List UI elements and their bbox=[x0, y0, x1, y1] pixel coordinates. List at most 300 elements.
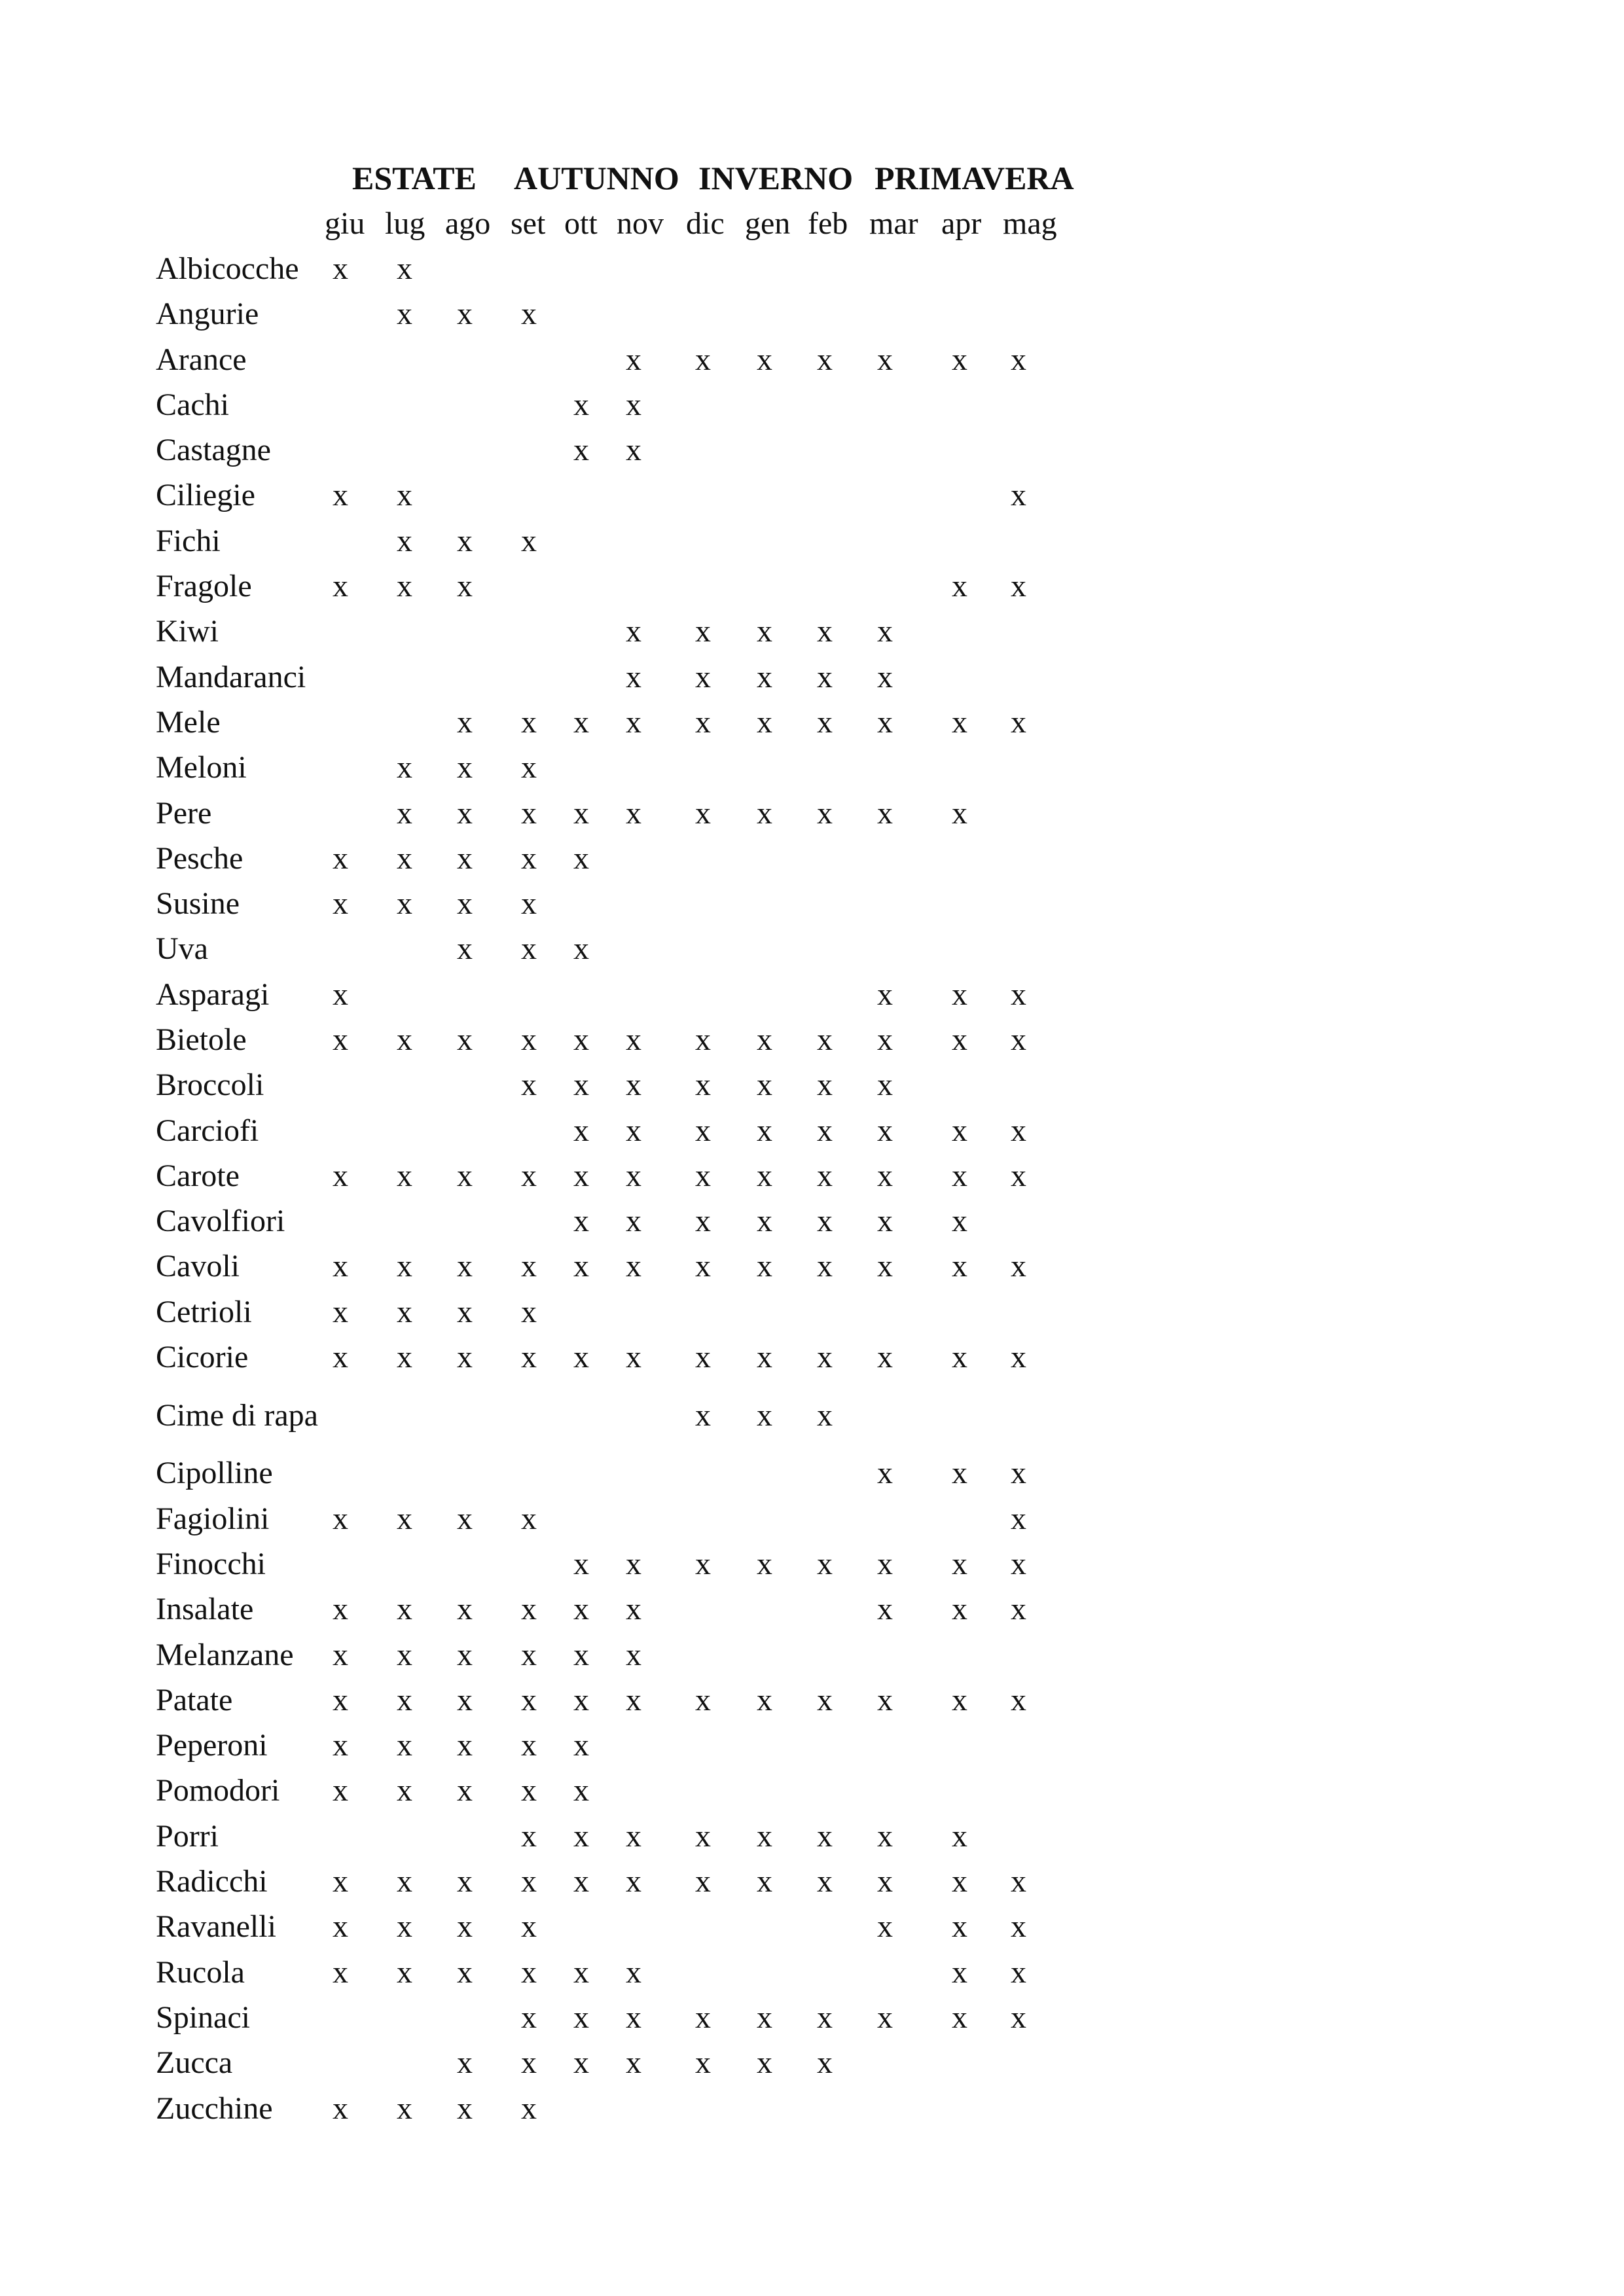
month-cell bbox=[686, 427, 745, 473]
month-cell bbox=[941, 1541, 1003, 1587]
month-cell bbox=[686, 1723, 745, 1768]
availability-mark: x bbox=[521, 1682, 537, 1717]
produce-name: Mele bbox=[156, 704, 221, 740]
month-cell bbox=[941, 700, 1003, 745]
month-cell bbox=[385, 1063, 445, 1108]
month-cell bbox=[617, 2041, 686, 2086]
month-cell bbox=[745, 745, 808, 791]
month-cell bbox=[617, 2086, 686, 2131]
month-cell bbox=[617, 1496, 686, 1541]
month-cell bbox=[941, 1859, 1003, 1904]
availability-mark: x bbox=[757, 614, 772, 649]
produce-name: Cetrioli bbox=[156, 1294, 252, 1329]
month-cell bbox=[1003, 427, 1068, 473]
month-cell bbox=[1003, 1199, 1068, 1244]
availability-mark: x bbox=[757, 1113, 772, 1148]
month-cell bbox=[617, 1017, 686, 1062]
month-cell bbox=[1003, 292, 1068, 337]
month-cell bbox=[745, 1814, 808, 1859]
month-cell bbox=[325, 1108, 385, 1153]
month-header: feb bbox=[808, 206, 848, 241]
month-cell bbox=[511, 1289, 564, 1335]
month-cell bbox=[325, 881, 385, 926]
availability-mark: x bbox=[573, 1067, 589, 1103]
month-cell bbox=[564, 1723, 617, 1768]
month-cell bbox=[745, 1632, 808, 1677]
table-row bbox=[156, 1905, 1068, 1950]
month-cell bbox=[808, 427, 869, 473]
month-cell bbox=[385, 2086, 445, 2131]
availability-mark: x bbox=[521, 704, 537, 740]
month-cell bbox=[564, 2041, 617, 2086]
month-cell bbox=[325, 1153, 385, 1198]
month-cell bbox=[511, 1541, 564, 1587]
availability-mark: x bbox=[626, 1637, 641, 1672]
month-cell bbox=[445, 1451, 511, 1496]
availability-mark: x bbox=[397, 1773, 412, 1808]
month-cell bbox=[869, 745, 941, 791]
month-cell bbox=[564, 1451, 617, 1496]
table-row bbox=[156, 1950, 1068, 1995]
availability-mark: x bbox=[573, 1954, 589, 1990]
availability-mark: x bbox=[695, 1249, 711, 1284]
availability-mark: x bbox=[695, 2045, 711, 2081]
availability-mark: x bbox=[817, 659, 833, 694]
month-cell bbox=[808, 927, 869, 972]
month-cell bbox=[445, 1632, 511, 1677]
availability-mark: x bbox=[626, 1113, 641, 1148]
month-cell bbox=[617, 518, 686, 564]
month-cell bbox=[325, 1496, 385, 1541]
availability-mark: x bbox=[817, 1682, 833, 1717]
month-cell bbox=[1003, 927, 1068, 972]
availability-mark: x bbox=[573, 1592, 589, 1627]
availability-mark: x bbox=[573, 840, 589, 876]
availability-mark: x bbox=[397, 569, 412, 604]
month-cell bbox=[745, 292, 808, 337]
month-cell bbox=[564, 1859, 617, 1904]
month-cell bbox=[869, 1768, 941, 1814]
availability-mark: x bbox=[333, 1637, 348, 1672]
month-cell bbox=[941, 1587, 1003, 1632]
month-cell bbox=[686, 745, 745, 791]
month-cell bbox=[745, 473, 808, 518]
month-cell bbox=[869, 292, 941, 337]
month-cell bbox=[1003, 1905, 1068, 1950]
availability-mark: x bbox=[817, 1158, 833, 1193]
availability-mark: x bbox=[952, 1204, 967, 1239]
month-cell bbox=[445, 745, 511, 791]
availability-mark: x bbox=[626, 387, 641, 422]
availability-mark: x bbox=[877, 795, 893, 831]
month-cell bbox=[445, 427, 511, 473]
month-cell bbox=[745, 246, 808, 291]
month-cell bbox=[564, 1108, 617, 1153]
month-cell bbox=[511, 564, 564, 609]
availability-mark: x bbox=[573, 1022, 589, 1057]
month-cell bbox=[385, 609, 445, 655]
month-cell bbox=[941, 1244, 1003, 1289]
availability-mark: x bbox=[333, 1340, 348, 1375]
availability-mark: x bbox=[333, 1864, 348, 1899]
availability-mark: x bbox=[573, 1204, 589, 1239]
month-header: apr bbox=[941, 206, 982, 241]
month-cell bbox=[564, 1496, 617, 1541]
month-cell bbox=[686, 1335, 745, 1380]
month-cell bbox=[686, 791, 745, 836]
availability-mark: x bbox=[757, 1818, 772, 1854]
month-cell bbox=[617, 1995, 686, 2040]
month-cell bbox=[745, 609, 808, 655]
month-cell bbox=[1003, 881, 1068, 926]
month-cell bbox=[511, 609, 564, 655]
produce-name: Cipolline bbox=[156, 1456, 273, 1491]
availability-mark: x bbox=[457, 1864, 473, 1899]
month-cell bbox=[941, 1108, 1003, 1153]
month-cell bbox=[511, 1587, 564, 1632]
availability-mark: x bbox=[757, 1546, 772, 1581]
table-row bbox=[156, 836, 1068, 881]
month-cell bbox=[511, 1153, 564, 1198]
month-cell bbox=[385, 1335, 445, 1380]
month-cell bbox=[617, 1380, 686, 1451]
availability-mark: x bbox=[397, 750, 412, 785]
availability-mark: x bbox=[573, 2000, 589, 2035]
month-header: set bbox=[511, 206, 546, 241]
availability-mark: x bbox=[521, 750, 537, 785]
month-cell bbox=[869, 1017, 941, 1062]
month-cell bbox=[385, 655, 445, 700]
availability-mark: x bbox=[333, 1592, 348, 1627]
month-cell bbox=[511, 1723, 564, 1768]
availability-mark: x bbox=[457, 1294, 473, 1329]
availability-mark: x bbox=[817, 1067, 833, 1103]
month-cell bbox=[808, 1541, 869, 1587]
month-cell bbox=[745, 1244, 808, 1289]
table-row bbox=[156, 609, 1068, 655]
month-cell bbox=[445, 1587, 511, 1632]
month-cell bbox=[745, 1108, 808, 1153]
month-header: giu bbox=[325, 206, 365, 241]
month-cell bbox=[941, 1153, 1003, 1198]
availability-mark: x bbox=[817, 1864, 833, 1899]
month-cell bbox=[617, 1153, 686, 1198]
availability-mark: x bbox=[333, 478, 348, 513]
availability-mark: x bbox=[817, 614, 833, 649]
availability-mark: x bbox=[877, 1909, 893, 1945]
month-cell bbox=[617, 1335, 686, 1380]
table-row bbox=[156, 1814, 1068, 1859]
month-cell bbox=[808, 1768, 869, 1814]
produce-calendar-table bbox=[156, 201, 1068, 2131]
month-cell bbox=[869, 1677, 941, 1723]
availability-mark: x bbox=[952, 704, 967, 740]
availability-mark: x bbox=[521, 1954, 537, 1990]
month-cell bbox=[385, 382, 445, 427]
month-cell bbox=[617, 609, 686, 655]
table-row bbox=[156, 246, 1068, 291]
availability-mark: x bbox=[457, 840, 473, 876]
availability-mark: x bbox=[877, 704, 893, 740]
month-cell bbox=[869, 1587, 941, 1632]
month-cell bbox=[941, 473, 1003, 518]
month-cell bbox=[808, 337, 869, 382]
month-cell bbox=[564, 1632, 617, 1677]
month-cell bbox=[686, 700, 745, 745]
month-cell bbox=[511, 427, 564, 473]
month-cell bbox=[1003, 655, 1068, 700]
availability-mark: x bbox=[877, 1067, 893, 1103]
month-cell bbox=[445, 972, 511, 1017]
month-cell bbox=[325, 1677, 385, 1723]
availability-mark: x bbox=[695, 1546, 711, 1581]
month-cell bbox=[511, 1768, 564, 1814]
month-cell bbox=[869, 655, 941, 700]
month-cell bbox=[511, 2041, 564, 2086]
availability-mark: x bbox=[817, 342, 833, 377]
month-cell bbox=[745, 1905, 808, 1950]
month-cell bbox=[564, 655, 617, 700]
month-cell bbox=[941, 382, 1003, 427]
month-cell bbox=[511, 1859, 564, 1904]
availability-mark: x bbox=[952, 795, 967, 831]
produce-name: Bietole bbox=[156, 1022, 247, 1057]
availability-mark: x bbox=[573, 387, 589, 422]
availability-mark: x bbox=[1011, 342, 1026, 377]
month-cell bbox=[869, 473, 941, 518]
availability-mark: x bbox=[573, 704, 589, 740]
month-cell bbox=[745, 1335, 808, 1380]
month-cell bbox=[445, 1814, 511, 1859]
month-cell bbox=[686, 1063, 745, 1108]
month-cell bbox=[941, 745, 1003, 791]
availability-mark: x bbox=[1011, 1456, 1026, 1491]
month-cell bbox=[686, 337, 745, 382]
availability-mark: x bbox=[457, 1728, 473, 1763]
availability-mark: x bbox=[817, 1113, 833, 1148]
produce-name: Fagiolini bbox=[156, 1501, 270, 1536]
table-row bbox=[156, 382, 1068, 427]
month-cell bbox=[325, 1950, 385, 1995]
availability-mark: x bbox=[695, 1864, 711, 1899]
month-cell bbox=[325, 1017, 385, 1062]
availability-mark: x bbox=[457, 1158, 473, 1193]
month-cell bbox=[511, 700, 564, 745]
availability-mark: x bbox=[1011, 1158, 1026, 1193]
month-cell bbox=[941, 1677, 1003, 1723]
season-header-row bbox=[0, 155, 1624, 201]
month-cell bbox=[564, 700, 617, 745]
table-row bbox=[156, 1451, 1068, 1496]
month-cell bbox=[1003, 1496, 1068, 1541]
month-cell bbox=[564, 791, 617, 836]
availability-mark: x bbox=[573, 1158, 589, 1193]
produce-name: Rucola bbox=[156, 1954, 245, 1990]
availability-mark: x bbox=[397, 1158, 412, 1193]
availability-mark: x bbox=[333, 569, 348, 604]
month-cell bbox=[325, 1289, 385, 1335]
table-row bbox=[156, 972, 1068, 1017]
availability-mark: x bbox=[952, 1909, 967, 1945]
month-cell bbox=[511, 1063, 564, 1108]
month-cell bbox=[808, 2086, 869, 2131]
month-cell bbox=[808, 1244, 869, 1289]
month-cell bbox=[511, 1814, 564, 1859]
month-cell bbox=[385, 1153, 445, 1198]
availability-mark: x bbox=[397, 1909, 412, 1945]
availability-mark: x bbox=[626, 795, 641, 831]
availability-mark: x bbox=[817, 1022, 833, 1057]
month-cell bbox=[686, 1587, 745, 1632]
month-cell bbox=[325, 1199, 385, 1244]
month-cell bbox=[745, 972, 808, 1017]
month-cell bbox=[325, 382, 385, 427]
month-cell bbox=[385, 1632, 445, 1677]
month-cell bbox=[385, 2041, 445, 2086]
month-cell bbox=[325, 1244, 385, 1289]
month-cell bbox=[941, 1017, 1003, 1062]
month-cell bbox=[869, 1723, 941, 1768]
month-header: nov bbox=[617, 206, 664, 241]
availability-mark: x bbox=[877, 2000, 893, 2035]
month-cell bbox=[385, 427, 445, 473]
month-cell bbox=[445, 1995, 511, 2040]
availability-mark: x bbox=[952, 2000, 967, 2035]
produce-name: Radicchi bbox=[156, 1864, 268, 1899]
month-cell bbox=[869, 881, 941, 926]
availability-mark: x bbox=[757, 1249, 772, 1284]
month-cell bbox=[445, 1108, 511, 1153]
month-cell bbox=[686, 518, 745, 564]
month-cell bbox=[941, 518, 1003, 564]
month-cell bbox=[564, 1063, 617, 1108]
availability-mark: x bbox=[757, 1067, 772, 1103]
month-cell bbox=[808, 1153, 869, 1198]
availability-mark: x bbox=[457, 1909, 473, 1945]
month-cell bbox=[808, 2041, 869, 2086]
month-cell bbox=[941, 1289, 1003, 1335]
availability-mark: x bbox=[952, 1456, 967, 1491]
month-cell bbox=[617, 1063, 686, 1108]
availability-mark: x bbox=[333, 251, 348, 286]
month-cell bbox=[745, 2086, 808, 2131]
month-cell bbox=[808, 655, 869, 700]
month-cell bbox=[745, 2041, 808, 2086]
availability-mark: x bbox=[626, 1546, 641, 1581]
availability-mark: x bbox=[695, 1067, 711, 1103]
month-cell bbox=[617, 927, 686, 972]
month-cell bbox=[564, 1244, 617, 1289]
month-cell bbox=[808, 382, 869, 427]
month-cell bbox=[941, 1335, 1003, 1380]
month-cell bbox=[941, 1905, 1003, 1950]
month-cell bbox=[745, 427, 808, 473]
availability-mark: x bbox=[817, 1249, 833, 1284]
availability-mark: x bbox=[626, 1022, 641, 1057]
month-cell bbox=[869, 1199, 941, 1244]
availability-mark: x bbox=[757, 1864, 772, 1899]
month-cell bbox=[385, 881, 445, 926]
month-cell bbox=[869, 1451, 941, 1496]
month-cell bbox=[686, 1677, 745, 1723]
month-cell bbox=[325, 473, 385, 518]
month-cell bbox=[445, 1677, 511, 1723]
month-header: mag bbox=[1003, 206, 1057, 241]
availability-mark: x bbox=[457, 1340, 473, 1375]
availability-mark: x bbox=[695, 1158, 711, 1193]
month-cell bbox=[511, 1677, 564, 1723]
month-header: ott bbox=[564, 206, 598, 241]
month-cell bbox=[869, 1632, 941, 1677]
availability-mark: x bbox=[877, 1113, 893, 1148]
month-cell bbox=[808, 1289, 869, 1335]
month-cell bbox=[445, 2086, 511, 2131]
produce-name: Angurie bbox=[156, 296, 259, 332]
month-cell bbox=[617, 246, 686, 291]
availability-mark: x bbox=[817, 1818, 833, 1854]
availability-mark: x bbox=[333, 1909, 348, 1945]
month-cell bbox=[325, 1587, 385, 1632]
table-row bbox=[156, 1541, 1068, 1587]
table-row bbox=[156, 1108, 1068, 1153]
month-cell bbox=[1003, 1632, 1068, 1677]
month-cell bbox=[1003, 700, 1068, 745]
month-cell bbox=[445, 1905, 511, 1950]
month-cell bbox=[564, 427, 617, 473]
month-cell bbox=[1003, 1289, 1068, 1335]
month-cell bbox=[385, 745, 445, 791]
produce-name: Ciliegie bbox=[156, 478, 255, 513]
availability-mark: x bbox=[757, 1340, 772, 1375]
month-cell bbox=[941, 246, 1003, 291]
month-cell bbox=[808, 564, 869, 609]
availability-mark: x bbox=[521, 1728, 537, 1763]
month-cell bbox=[808, 1063, 869, 1108]
availability-mark: x bbox=[695, 1204, 711, 1239]
availability-mark: x bbox=[333, 1501, 348, 1536]
month-cell bbox=[564, 1814, 617, 1859]
month-header-row bbox=[156, 201, 1068, 246]
month-cell bbox=[564, 1289, 617, 1335]
month-cell bbox=[808, 1995, 869, 2040]
availability-mark: x bbox=[1011, 704, 1026, 740]
availability-mark: x bbox=[626, 1204, 641, 1239]
month-cell bbox=[869, 246, 941, 291]
produce-name: Cime di rapa bbox=[156, 1397, 318, 1433]
month-cell bbox=[745, 881, 808, 926]
month-cell bbox=[941, 1768, 1003, 1814]
produce-name: Castagne bbox=[156, 433, 271, 468]
availability-mark: x bbox=[573, 795, 589, 831]
month-cell bbox=[617, 1289, 686, 1335]
month-cell bbox=[564, 1677, 617, 1723]
month-header: ago bbox=[445, 206, 491, 241]
availability-mark: x bbox=[877, 977, 893, 1012]
month-cell bbox=[617, 382, 686, 427]
availability-mark: x bbox=[573, 1113, 589, 1148]
month-cell bbox=[686, 972, 745, 1017]
month-cell bbox=[1003, 1451, 1068, 1496]
month-cell bbox=[941, 881, 1003, 926]
month-cell bbox=[745, 836, 808, 881]
month-cell bbox=[617, 1814, 686, 1859]
month-cell bbox=[511, 927, 564, 972]
availability-mark: x bbox=[952, 1022, 967, 1057]
month-cell bbox=[564, 382, 617, 427]
month-cell bbox=[445, 382, 511, 427]
availability-mark: x bbox=[397, 1340, 412, 1375]
availability-mark: x bbox=[757, 704, 772, 740]
